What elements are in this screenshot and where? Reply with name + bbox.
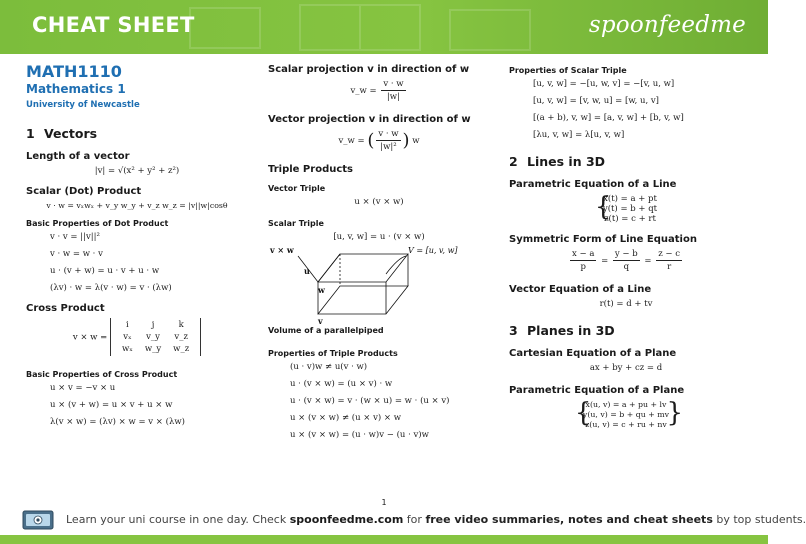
footer: [0, 505, 806, 535]
dot-property: v · w = w · v: [50, 249, 103, 259]
fraction: [656, 249, 682, 272]
parallelepiped-diagram: [268, 244, 490, 324]
section-heading-planes: [509, 323, 743, 338]
cross-property: u × v = −v × u: [50, 383, 116, 393]
cross-properties-heading: Basic Properties of Cross Product: [26, 370, 178, 379]
brand-logo[interactable]: spoonfeedme: [588, 12, 746, 38]
triple-products-heading: Triple Products: [268, 164, 353, 175]
right-paren: ): [402, 130, 410, 151]
vector-triple-equation: u × (v × w): [354, 197, 404, 207]
column-3: [509, 62, 743, 438]
symmetric-form-equation: $\frac{x - a}{p}$ = $\frac{y - b}{q}$ = $\frac{z - c}{r}$: [572, 249, 680, 272]
footer-text-post: by top students.: [712, 513, 806, 526]
cross-product-equation: [26, 318, 248, 356]
label-v-cross-w: v × w: [270, 245, 294, 255]
dot-properties-heading: Basic Properties of Dot Product: [26, 219, 169, 228]
matrix-cell: w_z: [173, 344, 190, 354]
system-row: z(t) = c + rt: [604, 214, 656, 224]
matrix-cell: vₓ: [123, 332, 132, 342]
denominator: |w|: [386, 92, 400, 102]
triple-property: (u · v)w ≠ u(v · w): [290, 362, 368, 372]
section-number: 3: [509, 323, 518, 338]
triple-property: u · (v × w) = (u × v) · w: [290, 379, 393, 389]
equation-lhs: v_w =: [338, 136, 365, 146]
left-brace: {: [574, 398, 592, 428]
system-row: x(u, v) = a + pu + lv: [585, 400, 667, 409]
denominator: q: [623, 262, 630, 272]
left-paren: (: [367, 130, 375, 151]
denominator: p: [580, 262, 586, 272]
dot-product-equation: v · w = vₓwₓ + v_y w_y + v_z w_z = |v||w|cosθ: [46, 201, 228, 210]
fraction: [570, 249, 596, 272]
section-title: Planes in 3D: [527, 323, 615, 338]
footer-text-mid: for: [403, 513, 426, 526]
section-number: 2: [509, 154, 518, 169]
numerator: y − b: [614, 249, 638, 259]
numerator: v · w: [383, 79, 404, 89]
parametric-plane-system: [509, 400, 743, 430]
cross-property: u × (v + w) = u × v + u × w: [50, 400, 173, 410]
vector-projection-equation: [268, 129, 490, 152]
bottom-accent-bar: [0, 535, 768, 544]
dot-product-heading: Scalar (Dot) Product: [26, 186, 142, 197]
video-player-icon[interactable]: [22, 510, 54, 530]
right-brace: }: [666, 398, 684, 428]
label-w: w: [318, 285, 325, 295]
section-heading-lines: [509, 154, 743, 169]
system-row: x(t) = a + pt: [603, 194, 657, 204]
matrix-cell: v_y: [146, 332, 160, 342]
section-heading-vectors: [26, 126, 248, 141]
footer-highlight: free video summaries, notes and cheat sheets: [425, 513, 713, 526]
footer-site-link[interactable]: spoonfeedme.com: [289, 513, 404, 526]
column-1: [26, 62, 248, 434]
dot-property: v · v = ||v||²: [50, 232, 100, 242]
course-name: Mathematics 1: [26, 82, 126, 96]
vector-line-equation: r(t) = d + tv: [599, 299, 653, 309]
fraction: [381, 79, 405, 102]
triple-property: u × (v × w) = (u · w)v − (u · v)w: [290, 430, 429, 440]
scalar-projection-heading: Scalar projection v in direction of w: [268, 64, 470, 75]
scalar-triple-property: [(a + b), v, w] = [a, v, w] + [b, v, w]: [533, 113, 684, 123]
numerator: v · w: [378, 129, 399, 139]
parametric-line-heading: Parametric Equation of a Line: [509, 179, 677, 190]
column-2: [268, 62, 490, 447]
length-equation: |v| = √(x² + y² + z²): [94, 166, 180, 176]
section-title: Lines in 3D: [527, 154, 606, 169]
system-row: y(t) = b + qt: [602, 204, 658, 214]
cartesian-plane-heading: Cartesian Equation of a Plane: [509, 348, 677, 359]
label-v: v: [318, 316, 323, 326]
left-brace: {: [594, 192, 612, 222]
denominator: r: [667, 262, 672, 272]
equation-system: [574, 398, 684, 430]
matrix-cell: i: [126, 320, 129, 330]
fraction: [613, 249, 640, 272]
matrix-cell: w_y: [144, 344, 162, 354]
vector-triple-heading: Vector Triple: [268, 184, 326, 193]
vector-line-heading: Vector Equation of a Line: [509, 284, 652, 295]
system-row: z(u, v) = c + ru + nv: [585, 420, 667, 429]
dot-property: (λv) · w = λ(v · w) = v · (λw): [50, 283, 172, 293]
triple-property: u × (v × w) ≠ (u × v) × w: [290, 413, 401, 423]
denominator: |w|²: [380, 142, 397, 152]
triple-property: u · (v × w) = v · (w × u) = w · (u × v): [290, 396, 450, 406]
numerator: z − c: [658, 249, 680, 259]
parametric-plane-heading: Parametric Equation of a Plane: [509, 385, 685, 396]
scalar-triple-property: [λu, v, w] = λ[u, v, w]: [533, 130, 625, 140]
section-title: Vectors: [44, 126, 98, 141]
numerator: x − a: [572, 249, 595, 259]
length-heading: Length of a vector: [26, 151, 130, 162]
scalar-triple-property: [u, v, w] = −[u, w, v] = −[v, u, w]: [533, 79, 675, 89]
cartesian-plane-equation: ax + by + cz = d: [589, 363, 663, 373]
equation-lhs: v_w =: [350, 86, 377, 96]
matrix-cell: v_z: [174, 332, 188, 342]
fraction: [376, 129, 400, 152]
volume-caption: Volume of a parallelpiped: [268, 326, 384, 335]
symmetric-form-heading: Symmetric Form of Line Equation: [509, 234, 697, 245]
footer-text: [66, 513, 806, 526]
system-row: y(u, v) = b + qu + mv: [582, 410, 670, 419]
scalar-triple-property: [u, v, w] = [v, w, u] = [w, u, v]: [533, 96, 659, 106]
parametric-line-system: [509, 194, 743, 224]
cross-determinant: [110, 318, 201, 356]
footer-text-pre: Learn your uni course in one day. Check: [66, 513, 290, 526]
course-code: MATH1110: [26, 62, 122, 81]
cross-lhs: v × w =: [72, 332, 108, 343]
header-banner: [0, 0, 768, 54]
scalar-projection-equation: [268, 79, 490, 102]
cross-property: λ(v × w) = (λv) × w = v × (λw): [50, 417, 185, 427]
equation-tail: w: [412, 136, 420, 146]
cross-product-heading: Cross Product: [26, 303, 105, 314]
matrix-cell: k: [178, 320, 184, 330]
scalar-triple-equation: [u, v, w] = u · (v × w): [333, 232, 425, 242]
matrix-cell: j: [151, 320, 155, 330]
equation-system: [595, 194, 657, 224]
header-title: CHEAT SHEET: [32, 13, 195, 37]
matrix-cell: wₓ: [121, 344, 133, 354]
scalar-triple-heading: Scalar Triple: [268, 219, 324, 228]
section-number: 1: [26, 126, 35, 141]
label-volume: V = [u, v, w]: [408, 246, 458, 255]
vector-projection-heading: Vector projection v in direction of w: [268, 114, 471, 125]
page-number: 1: [381, 498, 387, 507]
label-u: u: [304, 266, 310, 276]
university-name: University of Newcastle: [26, 100, 140, 110]
triple-properties-heading: Properties of Triple Products: [268, 349, 398, 358]
dot-property: u · (v + w) = u · v + u · w: [50, 266, 160, 276]
scalar-triple-properties-heading: Properties of Scalar Triple: [509, 66, 627, 75]
